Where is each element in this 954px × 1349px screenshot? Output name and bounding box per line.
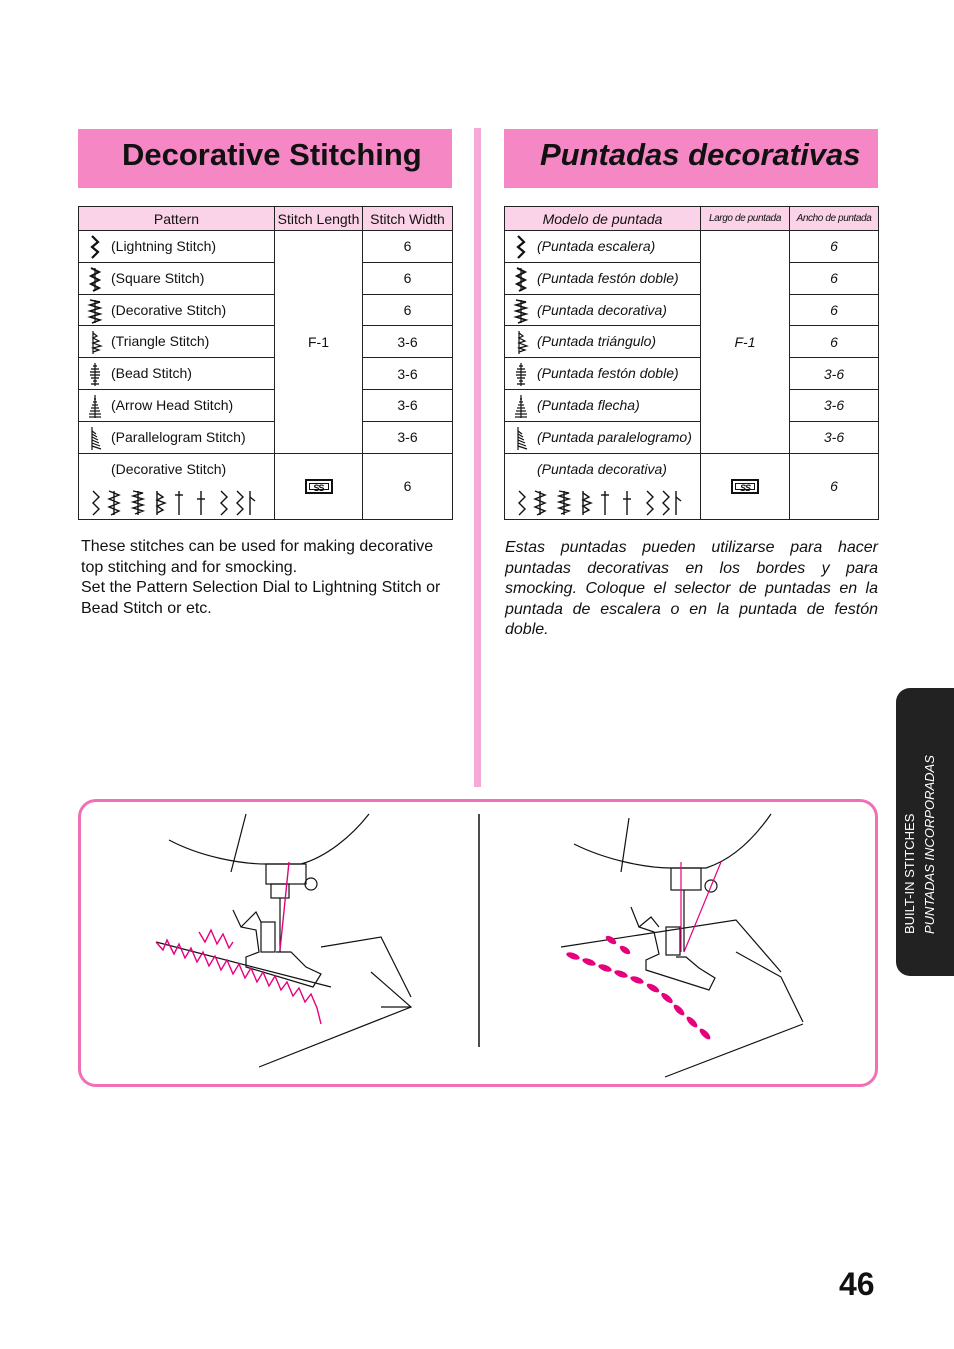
description-en (81, 537, 453, 619)
stitched-line-right (565, 934, 712, 1041)
length-symbol: SS (309, 483, 329, 490)
width-value: 6 (790, 326, 879, 358)
table-row (79, 453, 275, 519)
length-value: F-1 (701, 231, 790, 454)
table-row (79, 294, 275, 326)
square-stitch-icon (87, 266, 103, 292)
table-row (79, 262, 275, 294)
decorative-stitch-icon (513, 298, 529, 324)
stitch-table-es (504, 206, 879, 520)
lightning-stitch-icon (513, 234, 529, 260)
width-value: 6 (363, 262, 453, 294)
pattern-label: (Decorative Stitch) (111, 460, 227, 477)
table-row (505, 358, 701, 390)
pattern-label: (Decorative Stitch) (111, 301, 227, 318)
table-row (505, 389, 701, 421)
width-value: 6 (363, 231, 453, 263)
title-banner-en (78, 129, 452, 188)
arrow-head-stitch-icon (513, 393, 529, 419)
table-row (505, 294, 701, 326)
table-row (505, 231, 701, 263)
width-value: 3-6 (363, 421, 453, 453)
side-tab-label-en: BUILT-IN STITCHES (902, 813, 917, 934)
length-value: F-1 (275, 231, 363, 454)
table-row (79, 358, 275, 390)
satin-stitch-symbol-icon (731, 479, 759, 494)
sewing-illustration-panel (78, 799, 878, 1087)
width-value: 3-6 (790, 421, 879, 453)
side-tab-label-es: PUNTADAS INCORPORADAS (922, 755, 937, 934)
description-line: Set the Pattern Selection Dial to Lightning Stitch or Bead Stitch or etc. (81, 579, 441, 617)
pattern-label: (Lightning Stitch) (111, 238, 217, 254)
pattern-label: (Puntada paralelogramo) (537, 428, 692, 445)
pattern-label: (Puntada decorativa) (537, 301, 667, 318)
table-row (79, 389, 275, 421)
pattern-label: (Square Stitch) (111, 269, 205, 286)
pattern-label: (Arrow Head Stitch) (111, 396, 234, 413)
table-row (79, 326, 275, 358)
description-es (505, 538, 878, 641)
width-value: 6 (790, 231, 879, 263)
description-line: These stitches can be used for making decorative top stitching and for smocking. (81, 538, 434, 576)
parallelogram-stitch-icon (87, 425, 103, 451)
decorative-stitch-sequence-icon (87, 489, 257, 517)
width-value: 6 (790, 294, 879, 326)
table-row (505, 326, 701, 358)
table-row (505, 262, 701, 294)
header-length: Stitch Length (275, 207, 363, 231)
header-pattern: Pattern (79, 207, 275, 231)
decorative-stitch-icon (87, 298, 103, 324)
header-pattern: Modelo de puntada (505, 207, 701, 231)
table-row (505, 453, 701, 519)
width-value: 6 (790, 453, 879, 519)
lightning-stitch-icon (87, 234, 103, 260)
page-number: 46 (839, 1266, 875, 1302)
width-value: 6 (363, 294, 453, 326)
title-banner-es (504, 129, 878, 188)
width-value: 6 (363, 453, 453, 519)
pattern-label: (Puntada festón doble) (537, 365, 679, 382)
parallelogram-stitch-icon (513, 425, 529, 451)
pattern-label: (Puntada decorativa) (537, 460, 667, 477)
header-length: Largo de puntada (701, 207, 790, 231)
sewing-machine-illustrations (81, 802, 875, 1084)
triangle-stitch-icon (87, 329, 103, 355)
table-row (79, 421, 275, 453)
width-value: 3-6 (790, 389, 879, 421)
pattern-label: (Parallelogram Stitch) (111, 428, 246, 445)
bead-stitch-icon (87, 361, 103, 387)
width-value: 3-6 (790, 358, 879, 390)
decorative-stitch-sequence-icon (513, 489, 683, 517)
pattern-label: (Triangle Stitch) (111, 333, 210, 350)
bead-stitch-icon (513, 361, 529, 387)
pattern-label: (Puntada escalera) (537, 238, 656, 254)
width-value: 3-6 (363, 326, 453, 358)
pattern-label: (Bead Stitch) (111, 365, 192, 382)
presser-foot-illustration-right (561, 814, 803, 1077)
width-value: 6 (790, 262, 879, 294)
column-divider (474, 128, 481, 787)
header-width: Ancho de puntada (790, 207, 879, 231)
length-symbol: SS (735, 483, 755, 490)
header-width: Stitch Width (363, 207, 453, 231)
arrow-head-stitch-icon (87, 393, 103, 419)
stitched-line-left (156, 862, 321, 1024)
length-symbol-cell (275, 453, 363, 519)
pattern-label: (Puntada flecha) (537, 396, 640, 413)
square-stitch-icon (513, 266, 529, 292)
pattern-label: (Puntada triángulo) (537, 333, 657, 350)
satin-stitch-symbol-icon (305, 479, 333, 494)
stitch-table-en (78, 206, 453, 520)
pattern-label: (Puntada festón doble) (537, 269, 679, 286)
presser-foot-illustration-left (156, 814, 411, 1067)
description-line: Estas puntadas pueden utilizarse para hacer puntadas decorativas en los bordes y para smocking. Coloque el selector de puntadas en la puntada de escalera o en la puntada de festón doble. (505, 539, 878, 638)
triangle-stitch-icon (513, 329, 529, 355)
width-value: 3-6 (363, 389, 453, 421)
width-value: 3-6 (363, 358, 453, 390)
page-title-es: Puntadas decorativas (540, 137, 861, 172)
length-symbol-cell (701, 453, 790, 519)
section-side-tab (896, 688, 954, 976)
page-title-en: Decorative Stitching (122, 137, 422, 172)
table-row (79, 231, 275, 263)
table-row (505, 421, 701, 453)
